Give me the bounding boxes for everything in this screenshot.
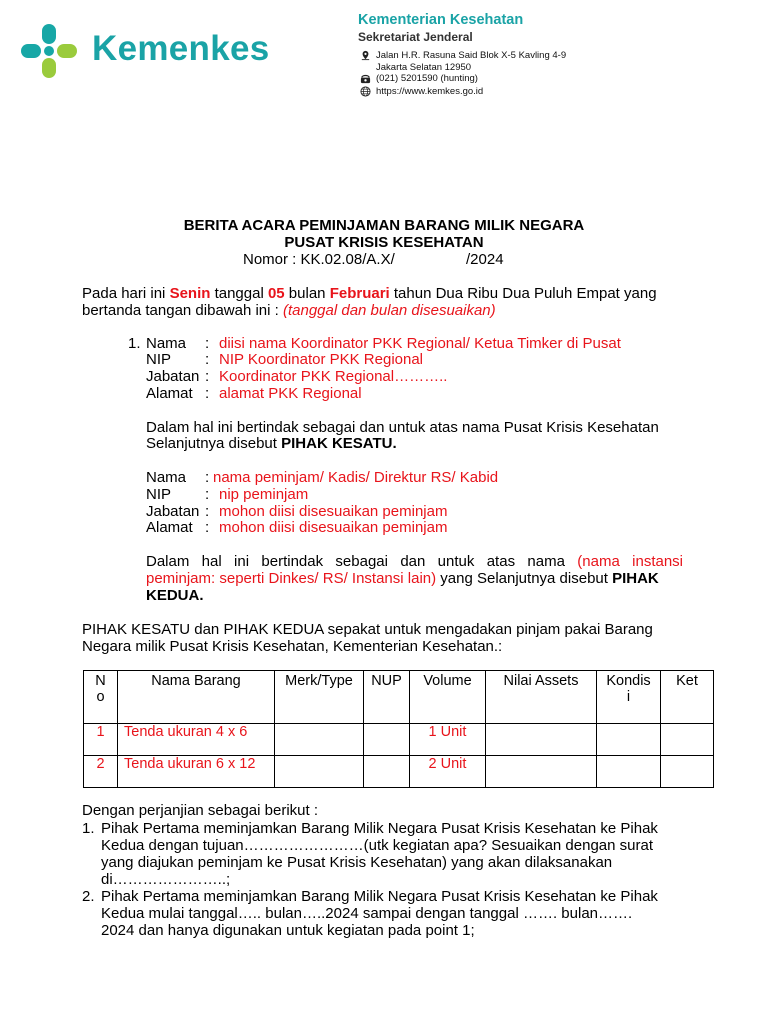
row-nup (364, 724, 410, 756)
header-nama-barang: Nama Barang (118, 671, 275, 724)
address-line-1 (360, 50, 566, 61)
term-2-line3: 2024 dan hanya digunakan untuk kegiatan pada point 1; (101, 922, 475, 939)
table-row (84, 756, 714, 788)
row-no: 2 (84, 756, 118, 788)
pihak1-number: 1. (128, 335, 141, 352)
row-volume: 2 Unit (410, 756, 486, 788)
intro-note: (tanggal dan bulan disesuaikan) (282, 302, 496, 319)
pihak2-alamat-sep: : (205, 519, 210, 536)
pihak1-desc-text: Selanjutnya disebut (146, 435, 282, 452)
pihak2-instansi: peminjam: seperti Dinkes/ RS/ Instansi lain) (146, 570, 437, 587)
header-no-part: o (96, 689, 105, 705)
term-1-line3: yang diajukan peminjam ke Pusat Krisis Kesehatan) yang akan dilaksanakan (101, 854, 613, 871)
row-nilai (486, 724, 597, 756)
pihak1-nip-value: NIP Koordinator PKK Regional (219, 351, 424, 368)
intro-text: tanggal (210, 285, 268, 302)
globe-icon (360, 86, 371, 97)
row-merk (275, 724, 364, 756)
pihak2-jabatan-value: mohon diisi disesuaikan peminjam (219, 503, 448, 520)
website-text: https://www.kemkes.go.id (376, 86, 484, 97)
header-no (84, 671, 118, 724)
agreement-line1: PIHAK KESATU dan PIHAK KEDUA sepakat untuk mengadakan pinjam pakai Barang (82, 621, 653, 638)
pihak1-alamat-value: alamat PKK Regional (219, 385, 362, 402)
pihak1-alamat-label: Alamat (146, 385, 193, 402)
intro-text: bulan (284, 285, 330, 302)
row-kondisi (597, 756, 661, 788)
table-row (84, 724, 714, 756)
header-ket: Ket (661, 671, 714, 724)
phone-text: (021) 5201590 (hunting) (376, 73, 478, 84)
pihak2-instansi: (nama instansi (577, 553, 683, 570)
term-1-line2: Kedua dengan tujuan……………………(utk kegiatan apa? Sesuaikan dengan surat (101, 837, 654, 854)
items-table (83, 670, 714, 788)
pihak2-alamat-value: mohon diisi disesuaikan peminjam (219, 519, 448, 536)
pihak2-nip-sep: : (205, 486, 210, 503)
pihak1-alamat-sep: : (205, 385, 210, 402)
address-line-2-text: Jakarta Selatan 12950 (376, 62, 472, 73)
row-nama-barang: Tenda ukuran 6 x 12 (118, 756, 275, 788)
document-title: BERITA ACARA PEMINJAMAN BARANG MILIK NEGARA (183, 217, 585, 234)
phone-line (360, 73, 478, 84)
pihak2-nama-label: Nama (146, 469, 187, 486)
row-merk (275, 756, 364, 788)
pihak1-nama-sep: : (205, 335, 210, 352)
pihak1-role: PIHAK KESATU. (281, 435, 397, 452)
row-nup (364, 756, 410, 788)
intro-line-2 (82, 302, 496, 319)
pihak2-nip-label: NIP (146, 486, 172, 503)
pihak2-desc-text: Dalam hal ini bertindak sebagai dan untuk atas nama (146, 553, 578, 570)
row-volume: 1 Unit (410, 724, 486, 756)
pihak2-desc-line1 (146, 553, 683, 570)
document-number: Nomor : KK.02.08/A.X/ (243, 251, 395, 268)
header-no-part: N (95, 673, 106, 689)
intro-day: Senin (169, 285, 211, 302)
row-ket (661, 724, 714, 756)
pihak1-nama-label: Nama (146, 335, 187, 352)
row-nama-barang: Tenda ukuran 4 x 6 (118, 724, 275, 756)
terms-intro: Dengan perjanjian sebagai berikut : (82, 802, 318, 819)
document-year: /2024 (466, 251, 504, 268)
pihak2-role: PIHAK (612, 570, 659, 587)
intro-text: tahun Dua Ribu Dua Puluh Empat yang (389, 285, 657, 302)
row-nilai (486, 756, 597, 788)
website-line (360, 86, 483, 97)
agreement-line2: Negara milik Pusat Krisis Kesehatan, Kementerian Kesehatan.: (82, 638, 503, 655)
term-1-line1: Pihak Pertama meminjamkan Barang Milik Negara Pusat Krisis Kesehatan ke Pihak (101, 820, 658, 837)
header-merk-type: Merk/Type (275, 671, 364, 724)
pihak2-desc-text: yang Selanjutnya disebut (436, 570, 613, 587)
pihak2-desc-line2 (146, 570, 659, 587)
pihak1-jabatan-value: Koordinator PKK Regional……….. (219, 368, 448, 385)
pihak2-nama-sep: : (205, 469, 210, 486)
row-kondisi (597, 724, 661, 756)
intro-date: 05 (267, 285, 285, 302)
pihak1-nip-sep: : (205, 351, 210, 368)
term-2-number: 2. (82, 888, 95, 905)
pihak2-nama-value: nama peminjam/ Kadis/ Direktur RS/ Kabid (213, 469, 499, 486)
pihak2-jabatan-label: Jabatan (146, 503, 200, 520)
header-kondisi (597, 671, 661, 724)
pihak2-role-line: KEDUA. (146, 587, 204, 604)
pihak1-desc-line1: Dalam hal ini bertindak sebagai dan untuk atas nama Pusat Krisis Kesehatan (146, 419, 659, 436)
term-2-line1: Pihak Pertama meminjamkan Barang Milik Negara Pusat Krisis Kesehatan ke Pihak (101, 888, 658, 905)
header-kondisi-part: Kondis (606, 673, 651, 689)
pihak1-jabatan-label: Jabatan (146, 368, 200, 385)
term-1-number: 1. (82, 820, 95, 837)
phone-icon (360, 73, 371, 84)
header-kondisi-part: i (626, 689, 631, 705)
pihak2-jabatan-sep: : (205, 503, 210, 520)
pihak2-nip-value: nip peminjam (219, 486, 309, 503)
document-subtitle: PUSAT KRISIS KESEHATAN (284, 234, 484, 251)
org-name: Kementerian Kesehatan (358, 12, 524, 28)
intro-text: Pada hari ini (82, 285, 170, 302)
intro-line-1 (82, 285, 657, 302)
row-no: 1 (84, 724, 118, 756)
header-volume: Volume (410, 671, 486, 724)
header-nup: NUP (364, 671, 410, 724)
term-1-line4: di…………………..; (101, 871, 231, 888)
address-line-2 (376, 62, 471, 73)
pihak2-alamat-label: Alamat (146, 519, 193, 536)
term-2-line2: Kedua mulai tanggal….. bulan…..2024 sampai dengan tanggal ……. bulan……. (101, 905, 633, 922)
kemenkes-logo-icon (20, 23, 78, 79)
address-line-1-text: Jalan H.R. Rasuna Said Blok X-5 Kavling 4-9 (376, 50, 567, 61)
pihak1-jabatan-sep: : (205, 368, 210, 385)
header-nilai-assets: Nilai Assets (486, 671, 597, 724)
pihak1-nama-value: diisi nama Koordinator PKK Regional/ Ketua Timker di Pusat (219, 335, 621, 352)
location-icon (360, 50, 371, 61)
table-header-row (84, 671, 714, 724)
intro-month: Februari (329, 285, 390, 302)
row-ket (661, 756, 714, 788)
logo-text: Kemenkes (92, 29, 270, 68)
sub-org-name: Sekretariat Jenderal (358, 30, 473, 44)
pihak1-desc-line2 (146, 435, 397, 452)
pihak1-nip-label: NIP (146, 351, 172, 368)
intro-text: bertanda tangan dibawah ini : (82, 302, 283, 319)
